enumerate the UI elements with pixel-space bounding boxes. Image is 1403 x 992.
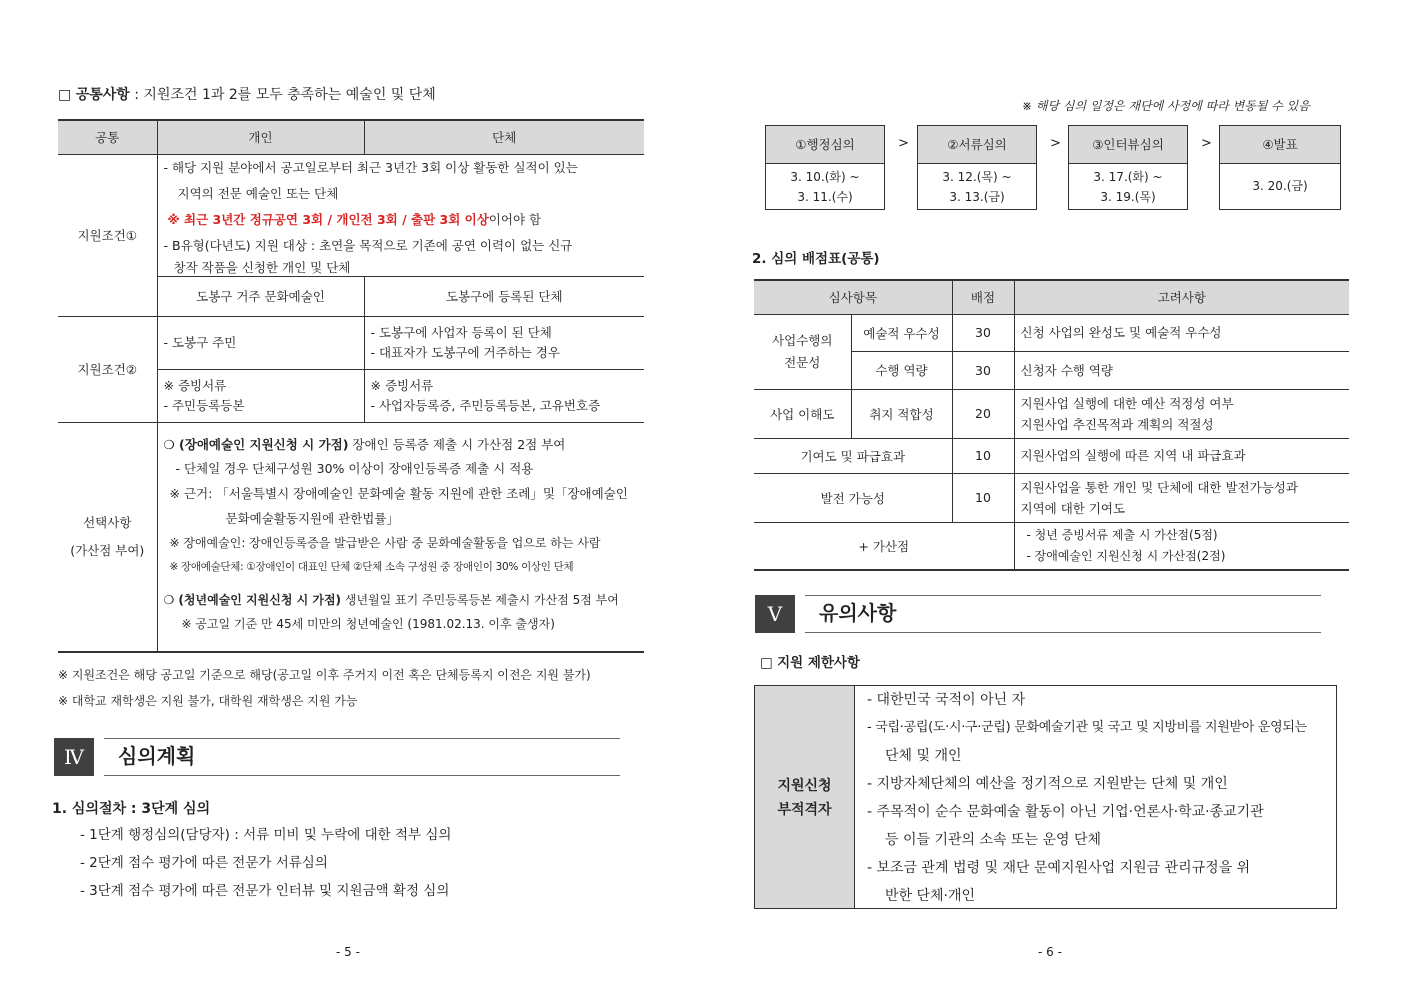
common-heading-label: 공통사항 — [75, 87, 130, 103]
cond1-line: - 해당 지원 분야에서 공고일로부터 최근 3년간 3회 이상 활동한 실적이 있는 — [163, 159, 578, 175]
restriction-label-line: 부적격자 — [777, 802, 832, 818]
cond1-individual: 도봉구 거주 문화예술인 — [157, 276, 364, 316]
cond2-label: 지원조건② — [58, 316, 157, 422]
procedure-item: - 3단계 점수 평가에 따른 전문가 인터뷰 및 지원금액 확정 심의 — [80, 883, 450, 899]
bonus-note-line: - 장애예술인 지원신청 시 가산점(2점) — [1026, 548, 1226, 563]
row-item: 발전 가능성 — [754, 473, 952, 522]
restrict-heading — [760, 651, 860, 671]
optional-label-line: (가산점 부여) — [70, 542, 145, 558]
optional-p1-rest: 장애인 등록증 제출 시 가산점 2점 부여 — [348, 436, 566, 452]
checkbox-square-icon: □ — [58, 87, 72, 103]
optional-p1-bold: ❍ (장애예술인 지원신청 시 가점) — [163, 436, 349, 452]
arrow-icon: > — [1201, 136, 1212, 151]
cond2-group — [364, 316, 644, 369]
section5-line-top — [805, 595, 1321, 596]
note-line: ※ 대학교 재학생은 지원 불가, 대학원 재학생은 지원 가능 — [58, 694, 358, 708]
common-heading-rest: : 지원조건 1과 2를 모두 충족하는 예술인 및 단체 — [129, 87, 436, 103]
header-individual: 개인 — [157, 120, 364, 154]
score-header-points: 배점 — [952, 280, 1014, 314]
section5-badge: Ⅴ — [755, 595, 795, 633]
optional-para1 — [158, 433, 645, 457]
cond1-red-suffix: 이어야 함 — [488, 211, 542, 227]
docs-line: ※ 증빙서류 — [370, 377, 434, 393]
restriction-line: - 주목적이 순수 문화예술 활동이 아닌 기업·언론사·학교·종교기관 — [867, 804, 1264, 820]
optional-p2-rest: 생년월일 표기 주민등록등본 제출시 가산점 5점 부여 — [341, 592, 619, 607]
restriction-line: 단체 및 개인 — [885, 748, 962, 764]
header-common: 공통 — [58, 120, 157, 154]
procedure-item: - 1단계 행정심의(담당자) : 서류 미비 및 누락에 대한 적부 심의 — [80, 827, 452, 843]
cond2-individual-docs — [157, 369, 364, 422]
step-date: 3. 12.(목) ~ — [942, 170, 1012, 184]
optional-line: ※ 장애예술단체: ①장애인이 대표인 단체 ②단체 소속 구성원 중 장애인이 30% 이상인 단체 — [169, 560, 574, 573]
procedure-item: - 2단계 점수 평가에 따른 전문가 서류심의 — [80, 855, 328, 871]
restriction-line: - 대한민국 국적이 아닌 자 — [867, 692, 1026, 708]
arrow-icon: > — [898, 136, 909, 151]
row-item: 수행 역량 — [851, 351, 952, 389]
cond1-line: 지역의 전문 예술인 또는 단체 — [177, 185, 339, 201]
row-note-line: 지원사업을 통한 개인 및 단체에 대한 발전가능성과 — [1020, 479, 1298, 495]
row-item: 취지 적합성 — [851, 389, 952, 438]
row-note-line: 지원사업 추진목적과 계획의 적절성 — [1020, 416, 1214, 432]
row-note-line: 지역에 대한 기여도 — [1020, 500, 1126, 516]
step-title: ③인터뷰심의 — [1069, 126, 1187, 164]
cond2-individual — [157, 316, 364, 369]
optional-content — [157, 422, 644, 652]
optional-para2 — [158, 589, 645, 611]
row-score: 10 — [952, 473, 1014, 522]
optional-label-line: 선택사항 — [83, 514, 132, 530]
group1-label-line: 전문성 — [784, 354, 821, 370]
restriction-line: - 보조금 관계 법령 및 재단 문예지원사업 지원금 관리규정을 위 — [867, 860, 1251, 876]
procedure-title: 1. 심의절차 : 3단계 심의 — [52, 801, 211, 817]
score-title: 2. 심의 배점표(공통) — [752, 251, 880, 267]
bonus-label: + 가산점 — [754, 522, 1014, 570]
restriction-label — [755, 774, 854, 822]
score-table — [754, 279, 1349, 571]
optional-label — [58, 422, 157, 652]
step-box-interview — [1068, 125, 1188, 210]
docs-line: ※ 증빙서류 — [163, 377, 227, 393]
note-line: ※ 지원조건은 해당 공고일 기준으로 해당(공고일 이후 주거지 이전 혹은 단체등록지 이전은 지원 불가) — [58, 668, 591, 682]
row-item: 예술적 우수성 — [851, 314, 952, 351]
step-date: 3. 10.(화) ~ — [790, 170, 860, 184]
page-number-left: - 5 - — [336, 945, 360, 959]
row-note: 신청 사업의 완성도 및 예술적 우수성 — [1014, 314, 1349, 351]
restriction-line: - 국립·공립(도·시·구·군립) 문화예술기관 및 국고 및 지방비를 지원받아 운영되는 — [867, 720, 1307, 735]
cond1-red-text: ※ 최근 3년간 정규공연 3회 / 개인전 3회 / 출판 3회 이상 — [167, 211, 489, 227]
row-score: 30 — [952, 314, 1014, 351]
docs-line: - 사업자등록증, 주민등록등본, 고유번호증 — [370, 397, 601, 413]
checkbox-square-icon: □ — [760, 655, 773, 671]
optional-line: ※ 공고일 기준 만 45세 미만의 청년예술인 (1981.02.13. 이후 출생자) — [181, 616, 555, 631]
step-date: 3. 19.(목) — [1100, 190, 1156, 204]
row-note — [1014, 389, 1349, 438]
restrict-heading-label: 지원 제한사항 — [777, 655, 861, 671]
restriction-label-line: 지원신청 — [777, 778, 832, 794]
cond1-line: - B유형(다년도) 지원 대상 : 초연을 목적으로 기존에 공연 이력이 없는 신규 — [163, 237, 573, 253]
section5-title: 유의사항 — [819, 601, 897, 625]
row-note-line: 지원사업 실행에 대한 예산 적정성 여부 — [1020, 395, 1234, 411]
cond1-line: 창작 작품을 신청한 개인 및 단체 — [173, 259, 351, 275]
step-title: ④발표 — [1220, 126, 1340, 164]
restriction-line: 등 이들 기관의 소속 또는 운영 단체 — [885, 832, 1102, 848]
cond2-group-line: - 도봉구에 사업자 등록이 된 단체 — [370, 324, 552, 340]
score-header-considerations: 고려사항 — [1014, 280, 1349, 314]
common-heading — [58, 84, 436, 104]
row-score: 10 — [952, 438, 1014, 473]
optional-line: ※ 장애예술인: 장애인등록증을 발급받은 사람 중 문화예술활동을 업으로 하는 사람 — [169, 535, 601, 550]
cond2-individual-text: - 도봉구 주민 — [163, 334, 237, 350]
group1-label-line: 사업수행의 — [772, 332, 833, 348]
section5-line-bottom — [805, 632, 1321, 633]
row-score: 30 — [952, 351, 1014, 389]
row-note: 신청자 수행 역량 — [1014, 351, 1349, 389]
row-note — [1014, 473, 1349, 522]
step-box-admin — [765, 125, 885, 210]
cond1-label: 지원조건① — [58, 154, 157, 316]
section4-line-bottom — [104, 775, 620, 776]
section4-title: 심의계획 — [118, 744, 196, 768]
section4-line-top — [104, 738, 620, 739]
cond2-group-line: - 대표자가 도봉구에 거주하는 경우 — [370, 344, 560, 360]
schedule-note: ※ 해당 심의 일정은 재단에 사정에 따라 변동될 수 있음 — [1022, 99, 1310, 113]
section4-badge: Ⅳ — [54, 738, 94, 776]
eligibility-table — [58, 119, 644, 653]
optional-line: 문화예술활동지원에 관한법률」 — [225, 510, 399, 526]
restriction-line: - 지방자체단체의 예산을 정기적으로 지원받는 단체 및 개인 — [867, 776, 1228, 792]
restriction-box — [754, 685, 1337, 909]
optional-p2-bold: ❍ (청년예술인 지원신청 시 가점) — [163, 592, 342, 607]
row-note: 지원사업의 실행에 따른 지역 내 파급효과 — [1014, 438, 1349, 473]
restriction-line: 반한 단체·개인 — [885, 888, 976, 904]
group1-label — [754, 314, 851, 389]
notes — [58, 662, 591, 714]
step-title: ②서류심의 — [918, 126, 1036, 164]
header-group: 단체 — [364, 120, 644, 154]
step-box-document — [917, 125, 1037, 210]
score-header-item: 심사항목 — [754, 280, 952, 314]
step-date: 3. 13.(금) — [949, 190, 1005, 204]
row-item: 기여도 및 파급효과 — [754, 438, 952, 473]
procedure — [52, 797, 451, 905]
row-score: 20 — [952, 389, 1014, 438]
optional-line: - 단체일 경우 단체구성원 30% 이상이 장애인등록증 제출 시 적용 — [175, 460, 534, 476]
docs-line: - 주민등록등본 — [163, 397, 245, 413]
bonus-notes — [1014, 522, 1349, 570]
cond1-red-note — [158, 207, 645, 233]
arrow-icon: > — [1050, 136, 1061, 151]
cond1-group: 도봉구에 등록된 단체 — [364, 276, 644, 316]
bonus-note-line: - 청년 증빙서류 제출 시 가산점(5점) — [1026, 527, 1218, 542]
section5-heading — [755, 595, 1321, 633]
section4-heading — [54, 738, 620, 776]
cond1-content — [157, 154, 644, 276]
step-date: 3. 20.(금) — [1252, 179, 1308, 193]
step-box-announce — [1219, 125, 1341, 210]
restriction-label-cell — [755, 686, 855, 908]
step-date: 3. 17.(화) ~ — [1093, 170, 1163, 184]
restriction-list — [867, 686, 1307, 910]
step-title: ①행정심의 — [766, 126, 884, 164]
optional-line: ※ 근거: 「서울특별시 장애예술인 문화예술 활동 지원에 관한 조례」및「장애예술인 — [169, 485, 628, 501]
cond2-group-docs — [364, 369, 644, 422]
group2-label: 사업 이해도 — [754, 389, 851, 438]
page-number-right: - 6 - — [1038, 945, 1062, 959]
step-date: 3. 11.(수) — [797, 190, 853, 204]
